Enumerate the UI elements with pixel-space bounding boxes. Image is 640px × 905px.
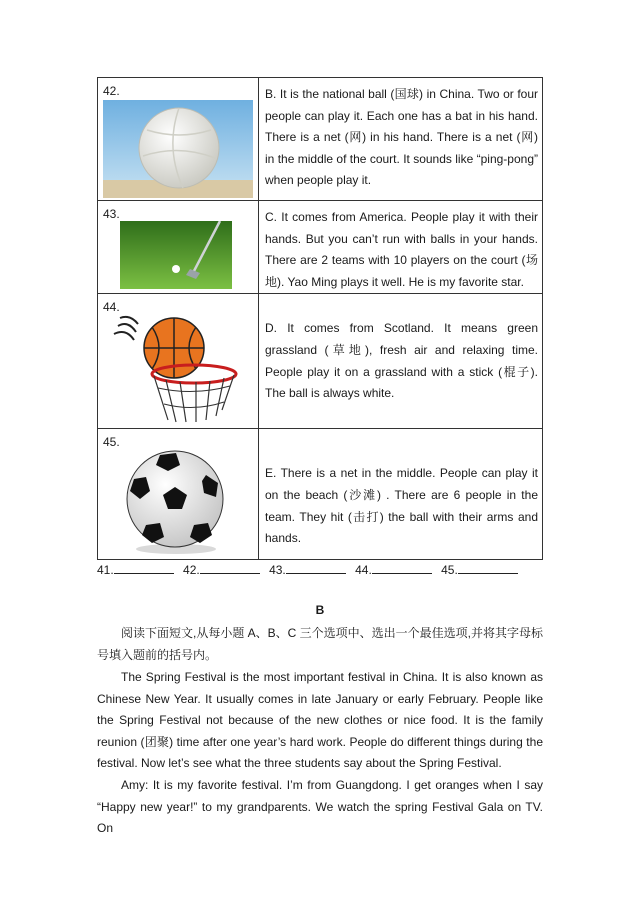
answer-blanks	[97, 562, 524, 577]
instruction-text: 阅读下面短文,从每小题 A、B、C 三个选项中、选出一个最佳选项,并将其字母标号填入题前的括号内。	[97, 626, 544, 662]
item-text: D. It comes from Scotland. It means green grassland (草地), fresh air and relaxing time. People play it on a grassland with a stick (棍子). The ball is always white.	[265, 321, 538, 401]
section-heading: B	[315, 603, 325, 617]
question-number: 44.	[103, 300, 120, 315]
passage-paragraph: Amy: It is my favorite festival. I’m from Guangdong. I get oranges when I say “Happy new year!” to my grandparents. We watch the spring Festival Gala on TV. On	[97, 778, 543, 835]
description-cell	[259, 294, 543, 429]
description-cell	[259, 201, 543, 294]
table-row	[98, 429, 543, 560]
answer-blank[interactable]	[286, 562, 346, 574]
answer-label: 42.	[183, 563, 200, 577]
description-cell	[259, 78, 543, 201]
image-cell	[98, 201, 259, 294]
table-row	[98, 294, 543, 429]
table-row	[98, 201, 543, 294]
answer-blank[interactable]	[200, 562, 260, 574]
item-text: E. There is a net in the middle. People can play it on the beach (沙滩) . There are 6 people in the team. They hit (击打) the ball with their arms and hands.	[265, 466, 538, 546]
table-row	[98, 78, 543, 201]
answer-label: 44.	[355, 563, 372, 577]
question-number: 43.	[103, 207, 120, 221]
passage-paragraph: The Spring Festival is the most important festival in China. It is also known as Chinese New Year. It usually comes in late January or early February. People like the Spring Festival not because of the new clothes or nice food. It is the family reunion (团聚) time after one year’s hard work. People do different things during the festival. Now let’s see what the three students say about the Spring Festival.	[97, 670, 543, 770]
answer-label: 45.	[441, 563, 458, 577]
answer-blank[interactable]	[114, 562, 174, 574]
answer-blank[interactable]	[372, 562, 432, 574]
image-cell	[98, 294, 259, 429]
answer-blank[interactable]	[458, 562, 518, 574]
question-number: 42.	[103, 84, 120, 98]
image-cell	[98, 78, 259, 201]
item-text: C. It comes from America. People play it with their hands. But you can’t run with balls in your hands. There are 2 teams with 10 players on the court (场地). Yao Ming plays it well. He is my favorite star.	[265, 210, 538, 289]
soccer-ball-icon	[120, 449, 230, 555]
answer-label: 41.	[97, 563, 114, 577]
description-cell	[259, 429, 543, 560]
item-text: B. It is the national ball (国球) in China. Two or four people can play it. Each one has a bat in his hand. There is a net (网) in his hand. There is a net (网) in the middle of the court. It sounds like “ping-pong” when people play it.	[265, 87, 538, 188]
volleyball-icon	[103, 100, 253, 198]
question-number: 45.	[103, 435, 120, 450]
answer-label: 43.	[269, 563, 286, 577]
basketball-icon	[110, 312, 240, 426]
matching-table	[97, 77, 543, 560]
image-cell	[98, 429, 259, 560]
golf-icon	[120, 221, 232, 289]
